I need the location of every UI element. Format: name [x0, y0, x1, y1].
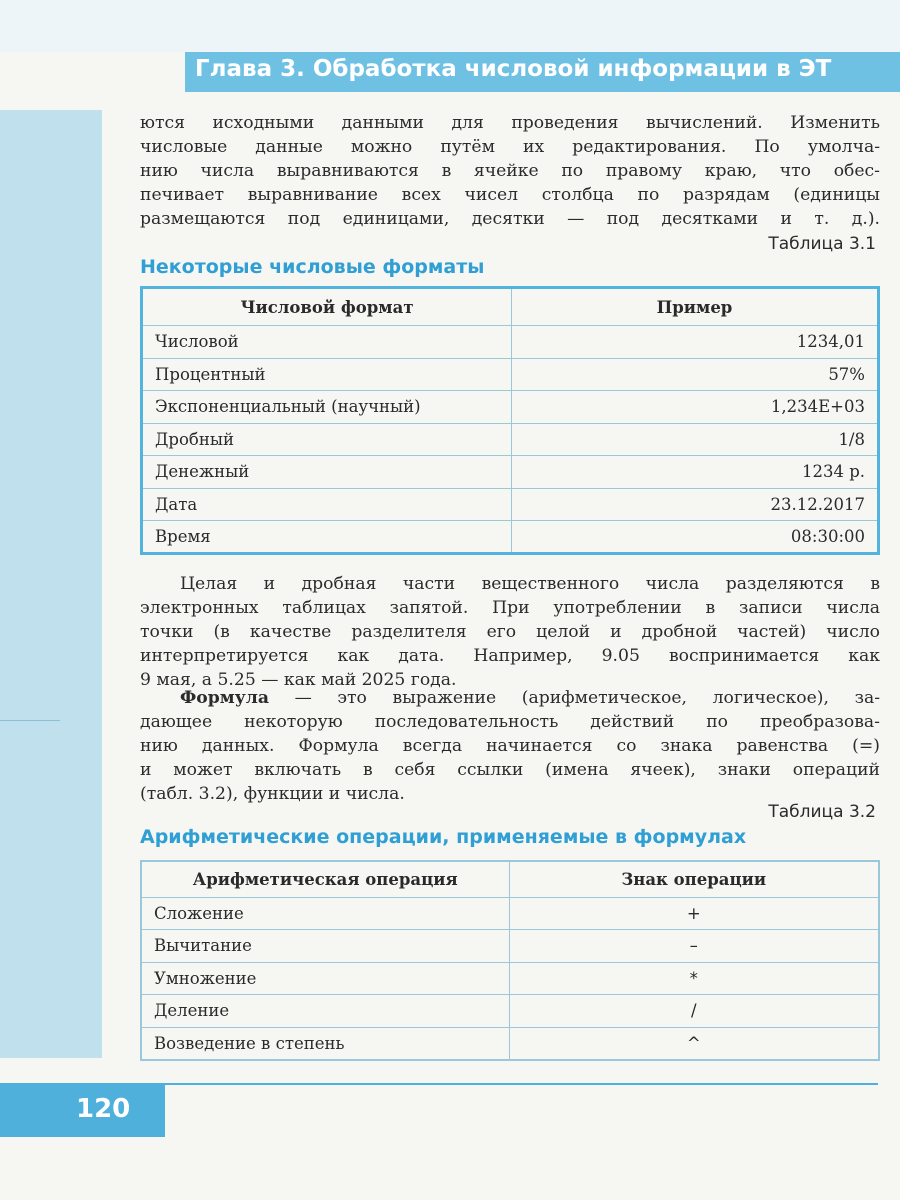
operation-name: Сложение	[141, 897, 509, 930]
margin-rule	[0, 720, 60, 721]
arithmetic-operations-table	[140, 860, 880, 1061]
table-row	[142, 326, 879, 359]
column-header-sign: Знак операции	[509, 861, 879, 897]
format-example: 1/8	[512, 423, 879, 456]
table-header-row	[142, 288, 879, 326]
table-row	[141, 995, 879, 1028]
table-header-row	[141, 861, 879, 897]
table1-caption: Таблица 3.1	[768, 234, 876, 254]
operation-name: Умножение	[141, 962, 509, 995]
column-header-operation: Арифметическая операция	[141, 861, 509, 897]
text-line: дающее некоторую последовательность действий по преобразова-	[140, 712, 880, 732]
column-header-example: Пример	[512, 288, 879, 326]
text-line: печивает выравнивание всех чисел столбца по разрядам (единицы	[140, 185, 880, 205]
text-line: и может включать в себя ссылки (имена ячеек), знаки операций	[140, 760, 880, 780]
formula-paragraph	[140, 686, 880, 806]
format-name: Время	[142, 521, 512, 554]
numeric-formats-table	[140, 286, 880, 555]
format-example: 1,234E+03	[512, 391, 879, 424]
format-example: 57%	[512, 358, 879, 391]
operation-sign: /	[509, 995, 879, 1028]
decimal-paragraph	[140, 572, 880, 692]
text-fragment: — это выражение (арифметическое, логическое), за-	[268, 688, 880, 708]
table2-heading: Арифметические операции, применяемые в формулах	[140, 826, 747, 848]
operation-name: Деление	[141, 995, 509, 1028]
operation-sign: ^	[509, 1027, 879, 1060]
table2-caption: Таблица 3.2	[768, 802, 876, 822]
table-row	[142, 358, 879, 391]
format-name: Дробный	[142, 423, 512, 456]
format-name: Денежный	[142, 456, 512, 489]
format-example: 08:30:00	[512, 521, 879, 554]
table-row	[141, 897, 879, 930]
operation-sign: –	[509, 930, 879, 963]
operation-name: Вычитание	[141, 930, 509, 963]
operation-sign: *	[509, 962, 879, 995]
text-line: нию данных. Формула всегда начинается со знака равенства (=)	[140, 736, 880, 756]
page-number: 120	[76, 1094, 131, 1124]
table-row	[142, 423, 879, 456]
format-name: Дата	[142, 488, 512, 521]
table-row	[141, 962, 879, 995]
text-line: числовые данные можно путём их редактирования. По умолча-	[140, 137, 880, 157]
format-example: 1234,01	[512, 326, 879, 359]
format-example: 1234 р.	[512, 456, 879, 489]
term-formula: Формула	[180, 688, 269, 708]
text-line: электронных таблицах запятой. При употреблении в записи числа	[140, 598, 880, 618]
table-row	[142, 488, 879, 521]
text-line: размещаются под единицами, десятки — под десятками и т. д.).	[140, 209, 880, 229]
text-line	[140, 686, 880, 710]
top-band	[0, 0, 900, 52]
format-name: Числовой	[142, 326, 512, 359]
text-line: Целая и дробная части вещественного числа разделяются в	[180, 574, 880, 594]
text-line: точки (в качестве разделителя его целой и дробной частей) число	[140, 622, 880, 642]
intro-paragraph	[140, 111, 880, 231]
table-row	[141, 1027, 879, 1060]
text-line: ются исходными данными для проведения вычислений. Изменить	[140, 113, 880, 133]
table-row	[141, 930, 879, 963]
table-row	[142, 521, 879, 554]
margin-strip	[0, 110, 102, 1058]
table-row	[142, 456, 879, 489]
text-line: (табл. 3.2), функции и числа.	[140, 784, 405, 804]
table-row	[142, 391, 879, 424]
operation-sign: +	[509, 897, 879, 930]
format-example: 23.12.2017	[512, 488, 879, 521]
text-line: 9 мая, а 5.25 — как май 2025 года.	[140, 670, 457, 690]
operation-name: Возведение в степень	[141, 1027, 509, 1060]
column-header-format: Числовой формат	[142, 288, 512, 326]
text-line: нию числа выравниваются в ячейке по правому краю, что обес-	[140, 161, 880, 181]
table1-heading: Некоторые числовые форматы	[140, 256, 485, 278]
format-name: Процентный	[142, 358, 512, 391]
chapter-title: Глава 3. Обработка числовой информации в ЭТ	[195, 56, 832, 82]
text-line: интерпретируется как дата. Например, 9.05 воспринимается как	[140, 646, 880, 666]
format-name: Экспоненциальный (научный)	[142, 391, 512, 424]
